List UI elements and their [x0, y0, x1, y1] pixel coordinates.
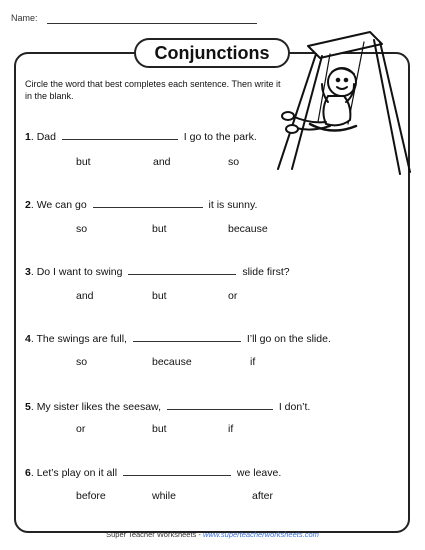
question-text-after: I don’t.: [278, 401, 311, 413]
question-text-before: We can go: [36, 199, 87, 211]
answer-blank[interactable]: [133, 331, 241, 342]
option-word[interactable]: and: [153, 156, 171, 168]
instructions: Circle the word that best completes each sentence. Then write it in the blank.: [25, 79, 281, 101]
question-3: 3. Do I want to swing slide first?: [25, 266, 290, 278]
option-word[interactable]: so: [76, 356, 88, 368]
footer: [0, 530, 425, 539]
option-word[interactable]: but: [152, 290, 167, 302]
question-number: 4: [25, 333, 31, 345]
question-4: 4. The swings are full, I’ll go on the slide.: [25, 333, 331, 345]
question-text-before: Dad: [36, 131, 56, 143]
answer-blank[interactable]: [167, 399, 273, 410]
option-word[interactable]: because: [228, 223, 268, 235]
name-label: Name:: [11, 13, 38, 23]
question-1: 1. Dad I go to the park.: [25, 131, 257, 143]
option-word[interactable]: and: [76, 290, 94, 302]
question-number: 5: [25, 401, 31, 413]
question-text-after: I go to the park.: [183, 131, 257, 143]
question-text-before: My sister likes the seesaw,: [36, 401, 161, 413]
answer-blank[interactable]: [62, 129, 178, 140]
question-number: 2: [25, 199, 31, 211]
name-line: [47, 23, 257, 24]
question-text-before: The swings are full,: [36, 333, 127, 345]
answer-blank[interactable]: [123, 465, 231, 476]
option-word[interactable]: so: [76, 223, 88, 235]
question-text-before: Let’s play on it all: [36, 467, 118, 479]
option-word[interactable]: because: [152, 356, 192, 368]
option-word[interactable]: if: [228, 423, 234, 435]
footer-text: Super Teacher Worksheets -: [106, 530, 203, 539]
question-number: 3: [25, 266, 31, 278]
question-text-after: it is sunny.: [208, 199, 258, 211]
option-word[interactable]: but: [152, 223, 167, 235]
answer-blank[interactable]: [128, 264, 236, 275]
question-6: 6. Let’s play on it all we leave.: [25, 467, 282, 479]
question-5: 5. My sister likes the seesaw, I don’t.: [25, 401, 311, 413]
worksheet-title: Conjunctions: [134, 38, 290, 68]
option-word[interactable]: but: [152, 423, 167, 435]
option-word[interactable]: if: [250, 356, 256, 368]
question-text-after: I’ll go on the slide.: [246, 333, 331, 345]
footer-link[interactable]: www.superteacherworksheets.com: [202, 530, 319, 539]
option-word[interactable]: so: [228, 156, 240, 168]
option-word[interactable]: while: [152, 490, 176, 502]
question-2: 2. We can go it is sunny.: [25, 199, 258, 211]
question-number: 6: [25, 467, 31, 479]
answer-blank[interactable]: [93, 197, 203, 208]
question-number: 1: [25, 131, 31, 143]
question-text-after: we leave.: [236, 467, 282, 479]
option-word[interactable]: but: [76, 156, 91, 168]
child-on-swing-illustration: [270, 24, 415, 179]
option-word[interactable]: or: [228, 290, 238, 302]
question-text-before: Do I want to swing: [36, 266, 123, 278]
question-text-after: slide first?: [242, 266, 290, 278]
option-word[interactable]: or: [76, 423, 86, 435]
option-word[interactable]: after: [252, 490, 274, 502]
option-word[interactable]: before: [76, 490, 106, 502]
